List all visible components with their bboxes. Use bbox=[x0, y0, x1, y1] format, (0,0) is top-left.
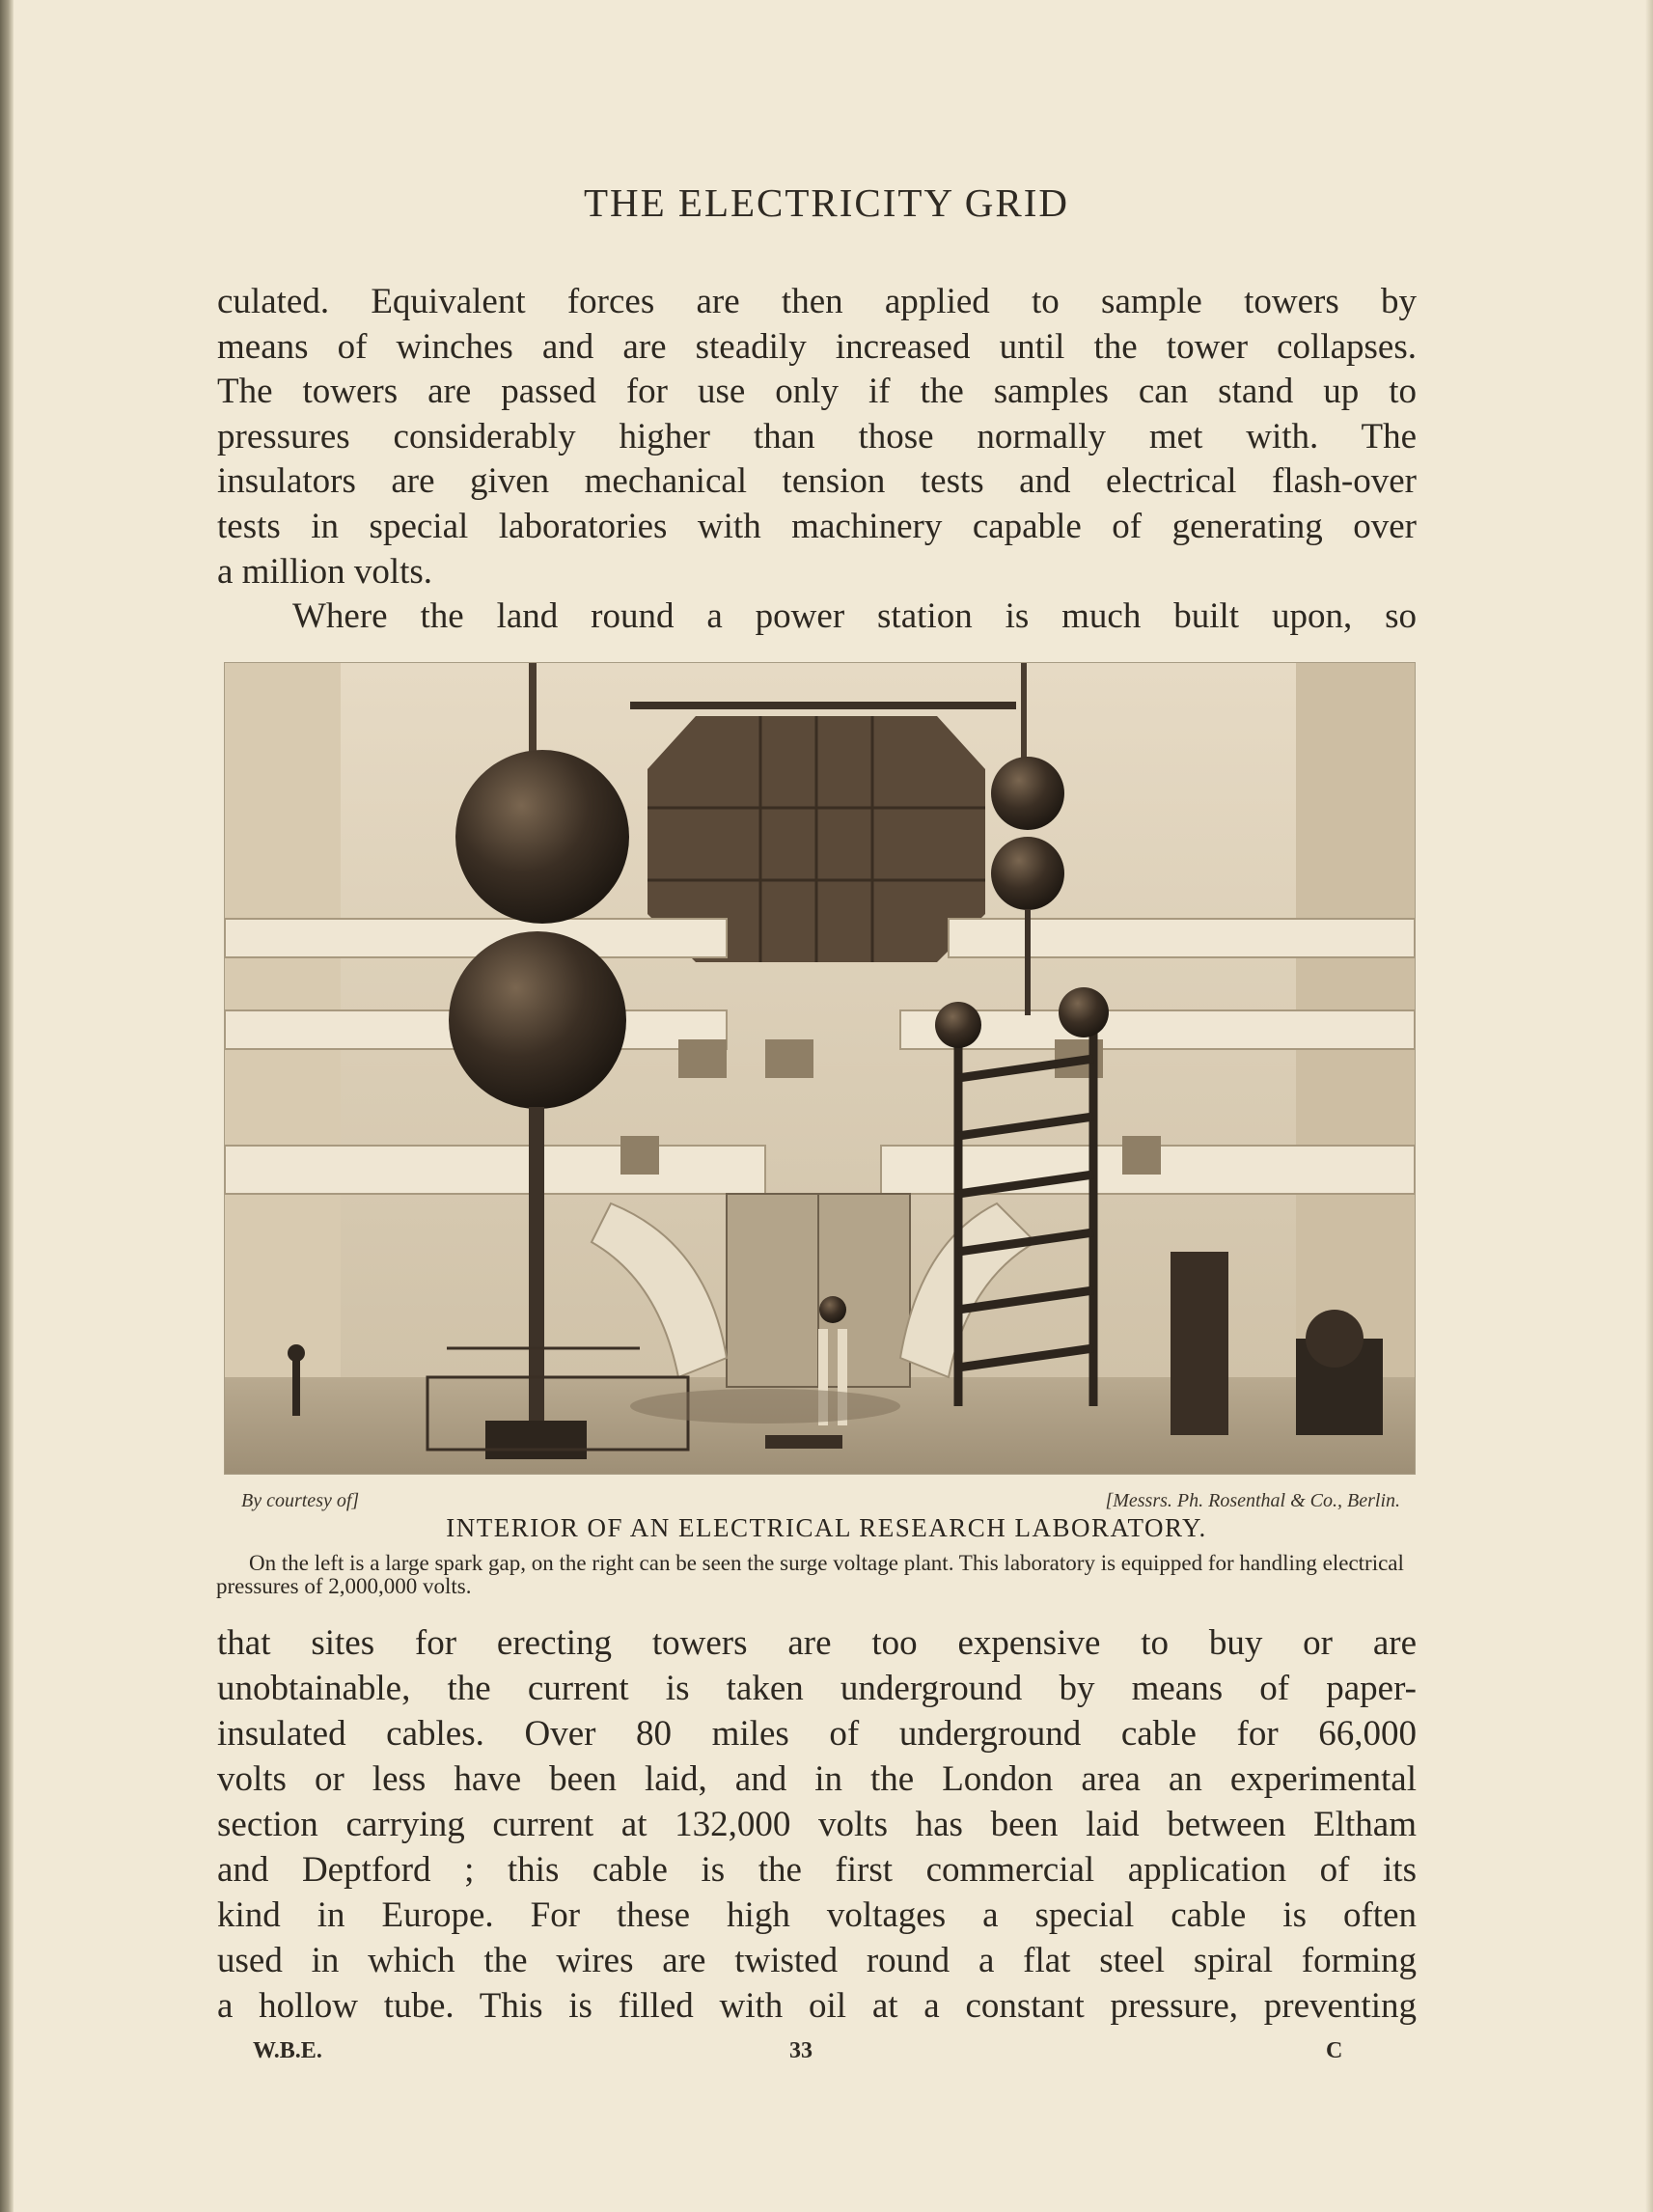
laboratory-photo-illustration bbox=[225, 663, 1415, 1474]
text-line: pressures considerably higher than those normally met with. The bbox=[217, 416, 1417, 456]
text-line: section carrying current at 132,000 volts has been laid between Eltham bbox=[217, 1805, 1417, 1844]
text-line: unobtainable, the current is taken underground by means of paper- bbox=[217, 1669, 1417, 1708]
page-number: 33 bbox=[789, 2038, 813, 2063]
text-line: insulated cables. Over 80 miles of underground cable for 66,000 bbox=[217, 1714, 1417, 1754]
text-line: used in which the wires are twisted round a flat steel spiral forming bbox=[217, 1941, 1417, 1980]
text-line: a million volts. bbox=[217, 551, 433, 592]
text-line: means of winches and are steadily increased until the tower collapses. bbox=[217, 326, 1417, 367]
laboratory-photograph bbox=[224, 662, 1416, 1475]
text-line: kind in Europe. For these high voltages a special cable is often bbox=[217, 1895, 1417, 1935]
caption-title: INTERIOR OF AN ELECTRICAL RESEARCH LABORATORY. bbox=[446, 1513, 1207, 1542]
text-line: volts or less have been laid, and in the London area an experimental bbox=[217, 1759, 1417, 1799]
text-line: that sites for erecting towers are too expensive to buy or are bbox=[217, 1623, 1417, 1663]
running-title: THE ELECTRICITY GRID bbox=[583, 180, 1070, 225]
signature-mark: W.B.E. bbox=[253, 2038, 322, 2063]
photo-credit-left: By courtesy of] bbox=[241, 1490, 360, 1511]
text-line: tests in special laboratories with machinery capable of generating over bbox=[217, 507, 1417, 546]
text-line: a hollow tube. This is filled with oil at a constant pressure, preventing bbox=[217, 1986, 1417, 2026]
text-line: insulators are given mechanical tension tests and electrical flash-over bbox=[217, 461, 1417, 502]
text-line: culated. Equivalent forces are then applied to sample towers by bbox=[217, 282, 1417, 321]
gathering-mark: C bbox=[1326, 2038, 1343, 2063]
page-edge bbox=[1645, 0, 1653, 2212]
text-line: The towers are passed for use only if the samples can stand up to bbox=[217, 372, 1417, 412]
text-line: and Deptford ; this cable is the first commercial application of its bbox=[217, 1850, 1417, 1890]
book-spine-shadow bbox=[0, 0, 14, 2212]
text-line: Where the land round a power station is much built upon, so bbox=[292, 596, 1417, 637]
caption-text: On the left is a large spark gap, on the right can be seen the surge voltage plant. This laboratory is equipped for handling electrical pressures of 2,000,000 volts. bbox=[216, 1551, 1404, 1598]
photo-credit-right: [Messrs. Ph. Rosenthal & Co., Berlin. bbox=[1105, 1490, 1400, 1511]
